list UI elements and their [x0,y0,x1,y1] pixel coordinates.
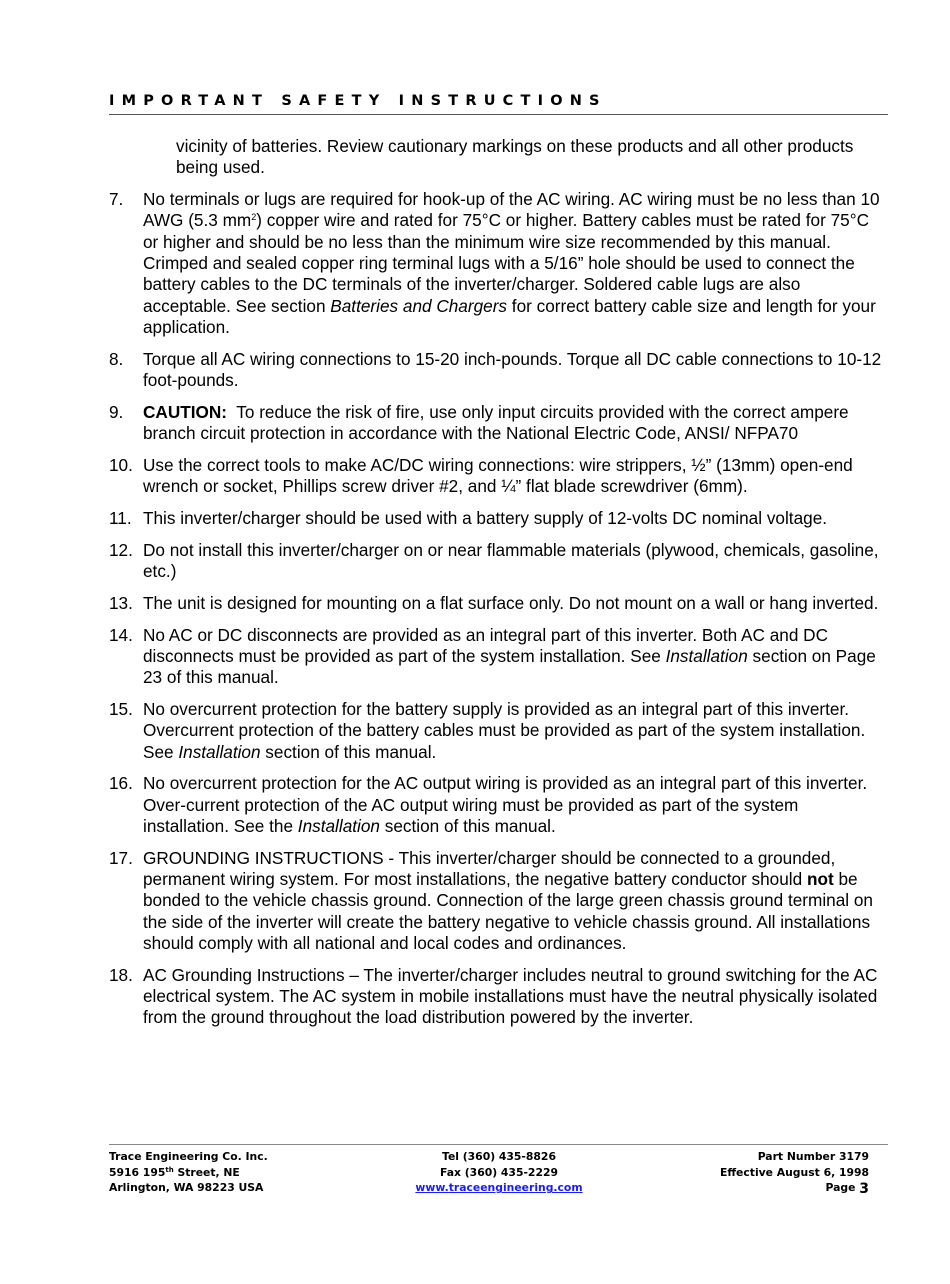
item-text: Do not install this inverter/charger on or near flammable materials (plywood, chemicals, gasoline, etc.) [143,539,879,582]
item-number: 17. [109,847,133,868]
telephone: Tel (360) 435-8826 [442,1150,556,1163]
ordinal-suffix: th [165,1165,174,1174]
item-text-part: GROUNDING INSTRUCTIONS - This inverter/charger should be connected to a grounded, permanent wiring system. For most installations, the negative battery conductor should [143,847,836,890]
item-text-part: No overcurrent protection for the battery supply is provided as an integral part of this inverter. Overcurrent protection of the battery cables must be provided as part of the system installation. See [143,699,866,762]
website-link[interactable]: www.traceengineering.com [415,1181,583,1195]
header-divider [109,114,888,115]
list-item-15 [109,699,888,763]
item-text-part: section of this manual. [260,741,437,762]
item-number: 8. [109,348,124,369]
item-text-part: ) copper wire and rated for 75°C or higher. Battery cables must be rated for 75°C or higher and should be no less than the minimum wire size recommended by this manual. Crimped and sealed copper ring terminal lugs with a 5/16” hole should be used to connect the battery cables to the DC terminals of the inverter/charger. Soldered cable lugs are also acceptable. See section [143,210,869,316]
page-header-title: IMPORTANT SAFETY INSTRUCTIONS [109,93,607,109]
effective-date: Effective August 6, 1998 [719,1165,869,1179]
footer-contact [364,1149,634,1196]
list-item-7 [109,189,888,338]
item-text: This inverter/charger should be used with a battery supply of 12-volts DC nominal voltage. [143,507,828,528]
list-item-9 [109,402,888,445]
item-text: AC Grounding Instructions – The inverter/charger includes neutral to ground switching for the AC electrical system. The AC system in mobile installations must have the neutral physically isolated from the ground throughout the load distribution powered by the inverter. [143,964,878,1028]
item-number: 18. [109,964,133,985]
list-item-16 [109,773,888,837]
section-reference: Batteries and Chargers [330,295,508,316]
list-item-17 [109,848,888,954]
item-text-part: for correct battery cable size and length for your application. [143,295,876,337]
item-number: 11. [109,507,132,528]
item-text-part: No overcurrent protection for the AC output wiring is provided as an integral part of this inverter. Over-current protection of the AC output wiring must be provided as part of the system installation. See the [143,773,868,837]
emphasis-not: not [806,869,834,890]
list-item-10 [109,455,888,498]
city-state: Arlington, WA 98223 USA [109,1181,264,1195]
item-number: 7. [109,189,124,210]
page-indicator [720,1180,869,1198]
item-number: 13. [109,592,133,613]
item-text [143,189,888,338]
item-text: Use the correct tools to make AC/DC wiring connections: wire strippers, ½” (13mm) open-end wrench or socket, Phillips screw driver #2, and ¼” flat blade screwdriver (6mm). [143,454,853,497]
company-name: Trace Engineering Co. Inc. [109,1150,268,1163]
safety-instructions-body [109,136,888,1039]
item-text [143,773,888,837]
section-reference: Installation [297,816,380,837]
fax: Fax (360) 435-2229 [440,1165,558,1179]
footer-divider [109,1144,888,1145]
item-text [143,699,888,763]
list-item-11 [109,508,888,529]
list-item-8 [109,349,888,392]
item-text [143,625,888,689]
street-address [109,1165,268,1181]
item-text-part: be bonded to the vehicle chassis ground. Connection of the large green chassis ground terminal on the side of the inverter will create the battery negative to vehicle chassis ground. All installations should comply with all national and local codes and ordinances. [143,869,873,953]
list-item-18 [109,965,888,1029]
item-number: 12. [109,539,133,560]
page-label: Page [825,1181,856,1195]
street-number: 5916 195 [109,1165,166,1179]
section-reference: Installation [178,741,261,762]
item-number: 15. [109,699,133,720]
item-text-part: To reduce the risk of fire, use only input circuits provided with the correct ampere branch circuit protection in accordance with the National Electric Code, ANSI/ NFPA70 [143,401,854,444]
item-text-part: No terminals or lugs are required for hook-up of the AC wiring. AC wiring must be no less than 10 AWG (5.3 mm [143,189,880,231]
item-number: 16. [109,773,133,794]
street-name: Street, NE [173,1165,240,1179]
page-footer [109,1149,869,1203]
continued-paragraph: vicinity of batteries. Review cautionary markings on these products and all other products being used. [176,136,854,178]
list-item-12 [109,540,888,583]
section-reference: Installation [665,645,748,666]
item-text-part: section on Page 23 of this manual. [143,645,876,688]
item-text [143,402,888,445]
item-number: 14. [109,624,133,645]
caution-label: CAUTION: [143,401,228,422]
list-item-14 [109,625,888,689]
part-number: Part Number 3179 [757,1150,869,1163]
item-number: 10. [109,454,133,475]
list-item-13 [109,593,888,614]
footer-document-info [720,1149,869,1198]
footer-address [109,1149,268,1196]
page-number: 3 [859,1181,869,1198]
item-text-part: section of this manual. [379,816,556,837]
item-number: 9. [109,401,124,422]
item-text [143,848,888,954]
item-text-part: No AC or DC disconnects are provided as an integral part of this inverter. Both AC and DC disconnects must be provided as part of the system installation. See [143,624,828,666]
item-text: The unit is designed for mounting on a flat surface only. Do not mount on a wall or hang inverted. [143,592,879,613]
superscript: 2 [251,212,257,223]
item-text: Torque all AC wiring connections to 15-20 inch-pounds. Torque all DC cable connections to 10-12 foot-pounds. [143,348,882,390]
